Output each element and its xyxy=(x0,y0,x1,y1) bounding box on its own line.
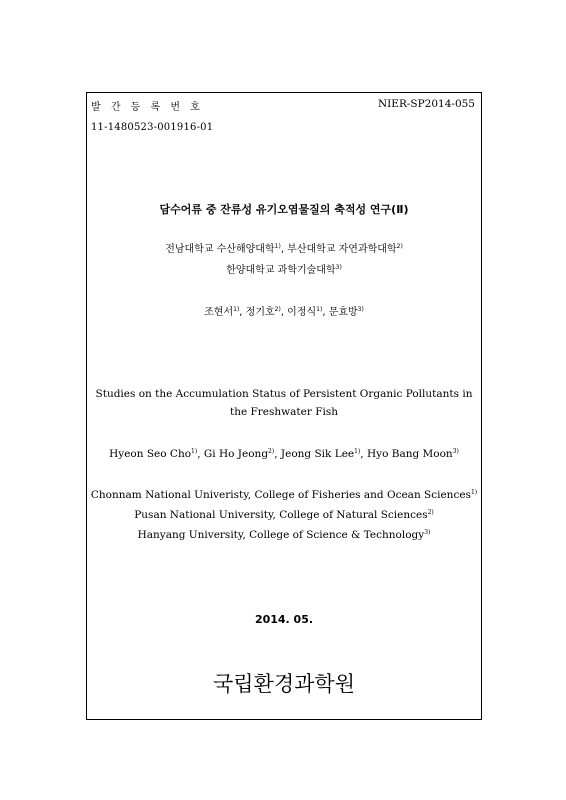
korean-affiliation-3-marker: 3) xyxy=(335,264,342,271)
english-affiliation-2-line xyxy=(87,509,481,521)
english-author-3: Jeong Sik Lee xyxy=(280,448,355,460)
english-author-1-marker: 1) xyxy=(191,448,198,455)
separator: , xyxy=(322,307,329,318)
korean-author-1-marker: 1) xyxy=(233,306,240,313)
korean-author-1: 조현서 xyxy=(204,307,234,318)
korean-title: 담수어류 중 잔류성 유기오염물질의 축적성 연구(Ⅱ) xyxy=(159,203,409,216)
korean-affiliation-2: 부산대학교 자연과학대학 xyxy=(287,244,397,255)
registration-number: 11-1480523-001916-01 xyxy=(91,122,214,133)
korean-affiliation-line-2 xyxy=(87,261,481,276)
english-affiliation-3-line xyxy=(87,529,481,541)
korean-affiliation-line-1 xyxy=(87,240,481,255)
korean-author-2-marker: 2) xyxy=(274,306,281,313)
english-authors xyxy=(87,448,481,460)
korean-author-2: 정기호 xyxy=(245,307,275,318)
separator: , xyxy=(280,307,288,318)
english-author-2-marker: 2) xyxy=(268,448,275,455)
english-author-1: Hyeon Seo Cho xyxy=(109,448,192,460)
korean-author-3: 이정식 xyxy=(287,307,317,318)
korean-affiliation-3: 한양대학교 과학기술대학 xyxy=(226,265,336,276)
english-affiliation-3-marker: 3) xyxy=(424,529,431,536)
korean-authors xyxy=(87,303,481,318)
korean-author-4-marker: 3) xyxy=(357,306,364,313)
korean-affiliation-1-marker: 1) xyxy=(274,243,281,250)
english-author-4: Hyo Bang Moon xyxy=(366,448,453,460)
english-author-4-marker: 3) xyxy=(452,448,459,455)
english-author-2: Gi Ho Jeong xyxy=(203,448,269,460)
publication-date: 2014. 05. xyxy=(254,613,314,626)
english-affiliation-2-marker: 2) xyxy=(427,509,434,516)
korean-author-4: 문효방 xyxy=(328,307,358,318)
separator: , xyxy=(280,244,288,255)
separator: , xyxy=(239,307,246,318)
korean-affiliation-1: 전남대학교 수산해양대학 xyxy=(165,244,275,255)
english-affiliation-2: Pusan National University, College of Natural Sciences xyxy=(134,509,428,521)
english-affiliation-1-marker: 1) xyxy=(470,489,478,496)
english-affiliation-3: Hanyang University, College of Science & Technology xyxy=(137,529,425,541)
report-code: NIER-SP2014-055 xyxy=(377,98,475,110)
separator: , xyxy=(274,448,281,460)
korean-author-3-marker: 1) xyxy=(316,306,323,313)
english-affiliation-1-line xyxy=(87,489,481,501)
registration-label: 발 간 등 록 번 호 xyxy=(91,102,204,113)
korean-affiliation-2-marker: 2) xyxy=(396,243,403,250)
english-author-3-marker: 1) xyxy=(354,448,361,455)
cover-frame xyxy=(86,92,482,720)
english-affiliation-1: Chonnam National Univeristy, College of Fisheries and Ocean Sciences xyxy=(90,489,471,501)
english-title-line-2: the Freshwater Fish xyxy=(229,406,339,418)
english-title-line-1: Studies on the Accumulation Status of Persistent Organic Pollutants in xyxy=(95,388,473,400)
publisher-name: 국립환경과학원 xyxy=(212,672,355,696)
separator: , xyxy=(360,448,367,460)
separator: , xyxy=(197,448,204,460)
